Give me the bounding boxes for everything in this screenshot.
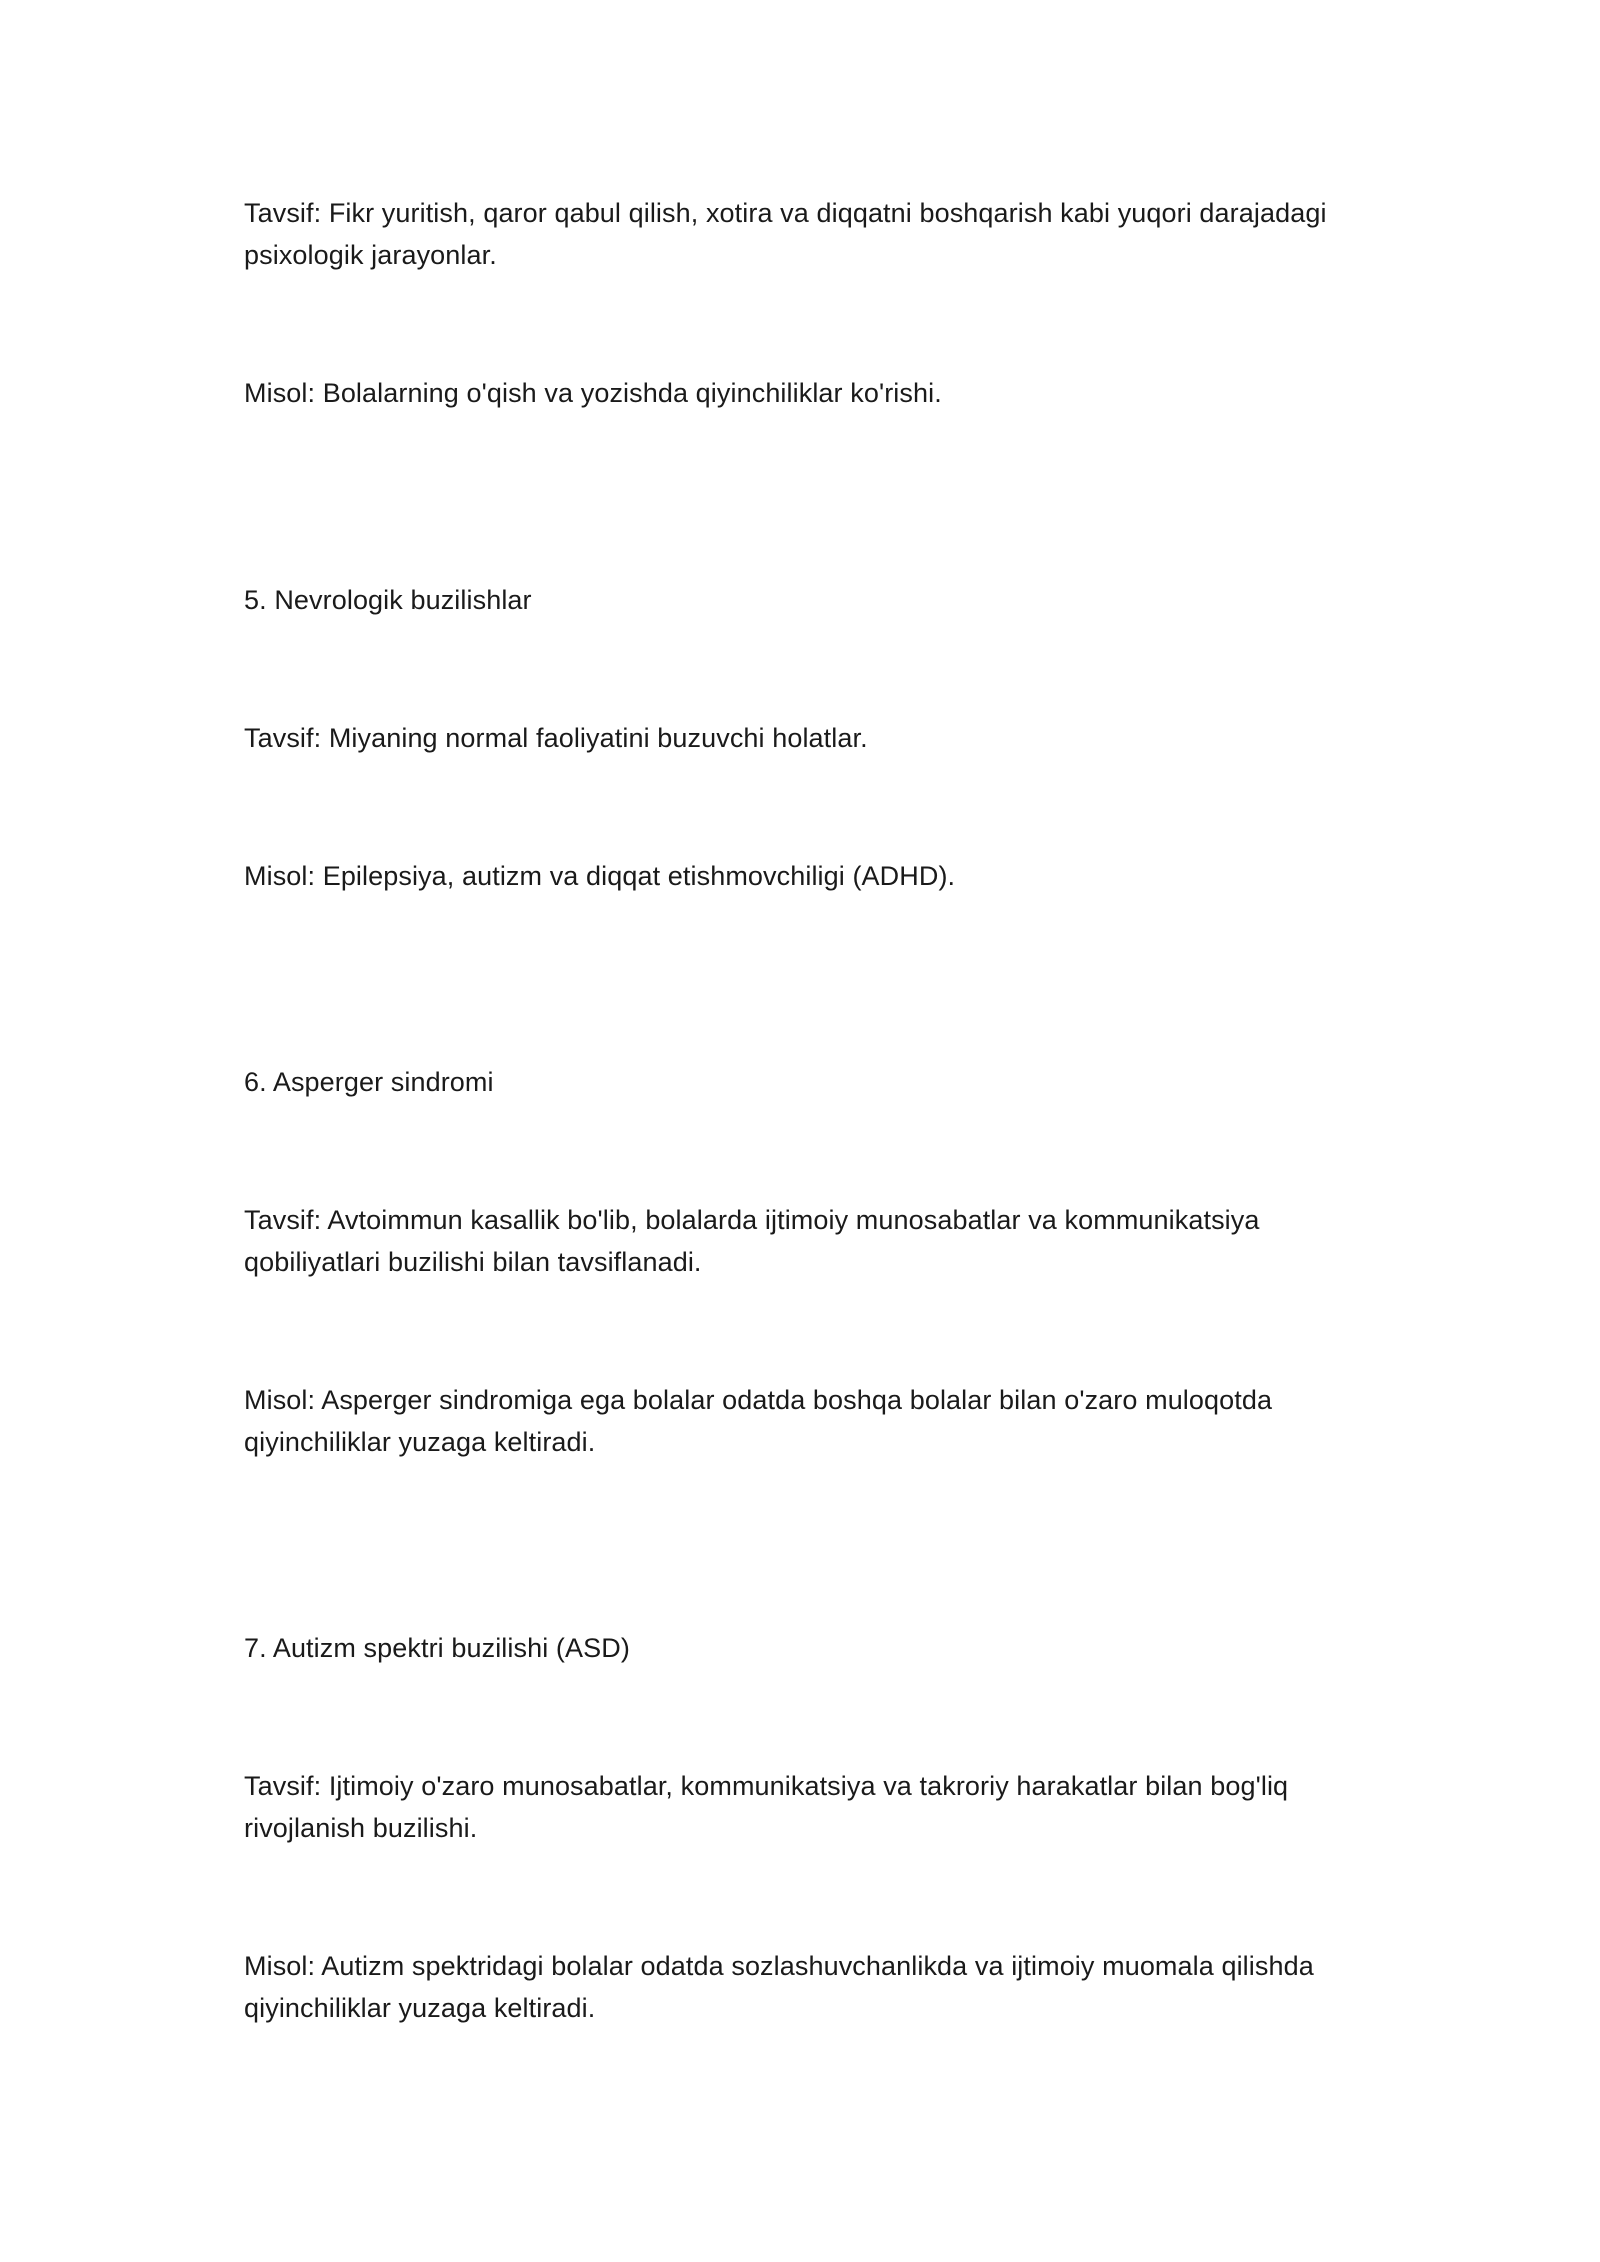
example-paragraph: Misol: Bolalarning o'qish va yozishda qiyinchiliklar ko'rishi. — [244, 378, 942, 408]
example-paragraph: Misol: Autizm spektridagi bolalar odatda sozlashuvchanlikda va ijtimoiy muomala qilishda qiyinchiliklar yuzaga keltiradi. — [244, 1951, 1314, 2023]
section-heading: 5. Nevrologik buzilishlar — [244, 585, 532, 615]
description-paragraph: Tavsif: Miyaning normal faoliyatini buzuvchi holatlar. — [244, 723, 868, 753]
description-paragraph: Tavsif: Ijtimoiy o'zaro munosabatlar, kommunikatsiya va takroriy harakatlar bilan bog'liq rivojlanish buzilishi. — [244, 1771, 1289, 1843]
section-heading: 7. Autizm spektri buzilishi (ASD) — [244, 1633, 630, 1663]
description-paragraph: Tavsif: Fikr yuritish, qaror qabul qilish, xotira va diqqatni boshqarish kabi yuqori darajadagi psixologik jarayonlar. — [244, 198, 1327, 270]
example-paragraph: Misol: Asperger sindromiga ega bolalar odatda boshqa bolalar bilan o'zaro muloqotda qiyinchiliklar yuzaga keltiradi. — [244, 1385, 1273, 1457]
section-heading: 6. Asperger sindromi — [244, 1067, 494, 1097]
example-paragraph: Misol: Epilepsiya, autizm va diqqat etishmovchiligi (ADHD). — [244, 861, 956, 891]
description-paragraph: Tavsif: Avtoimmun kasallik bo'lib, bolalarda ijtimoiy munosabatlar va kommunikatsiya qobiliyatlari buzilishi bilan tavsiflanadi. — [244, 1205, 1260, 1277]
